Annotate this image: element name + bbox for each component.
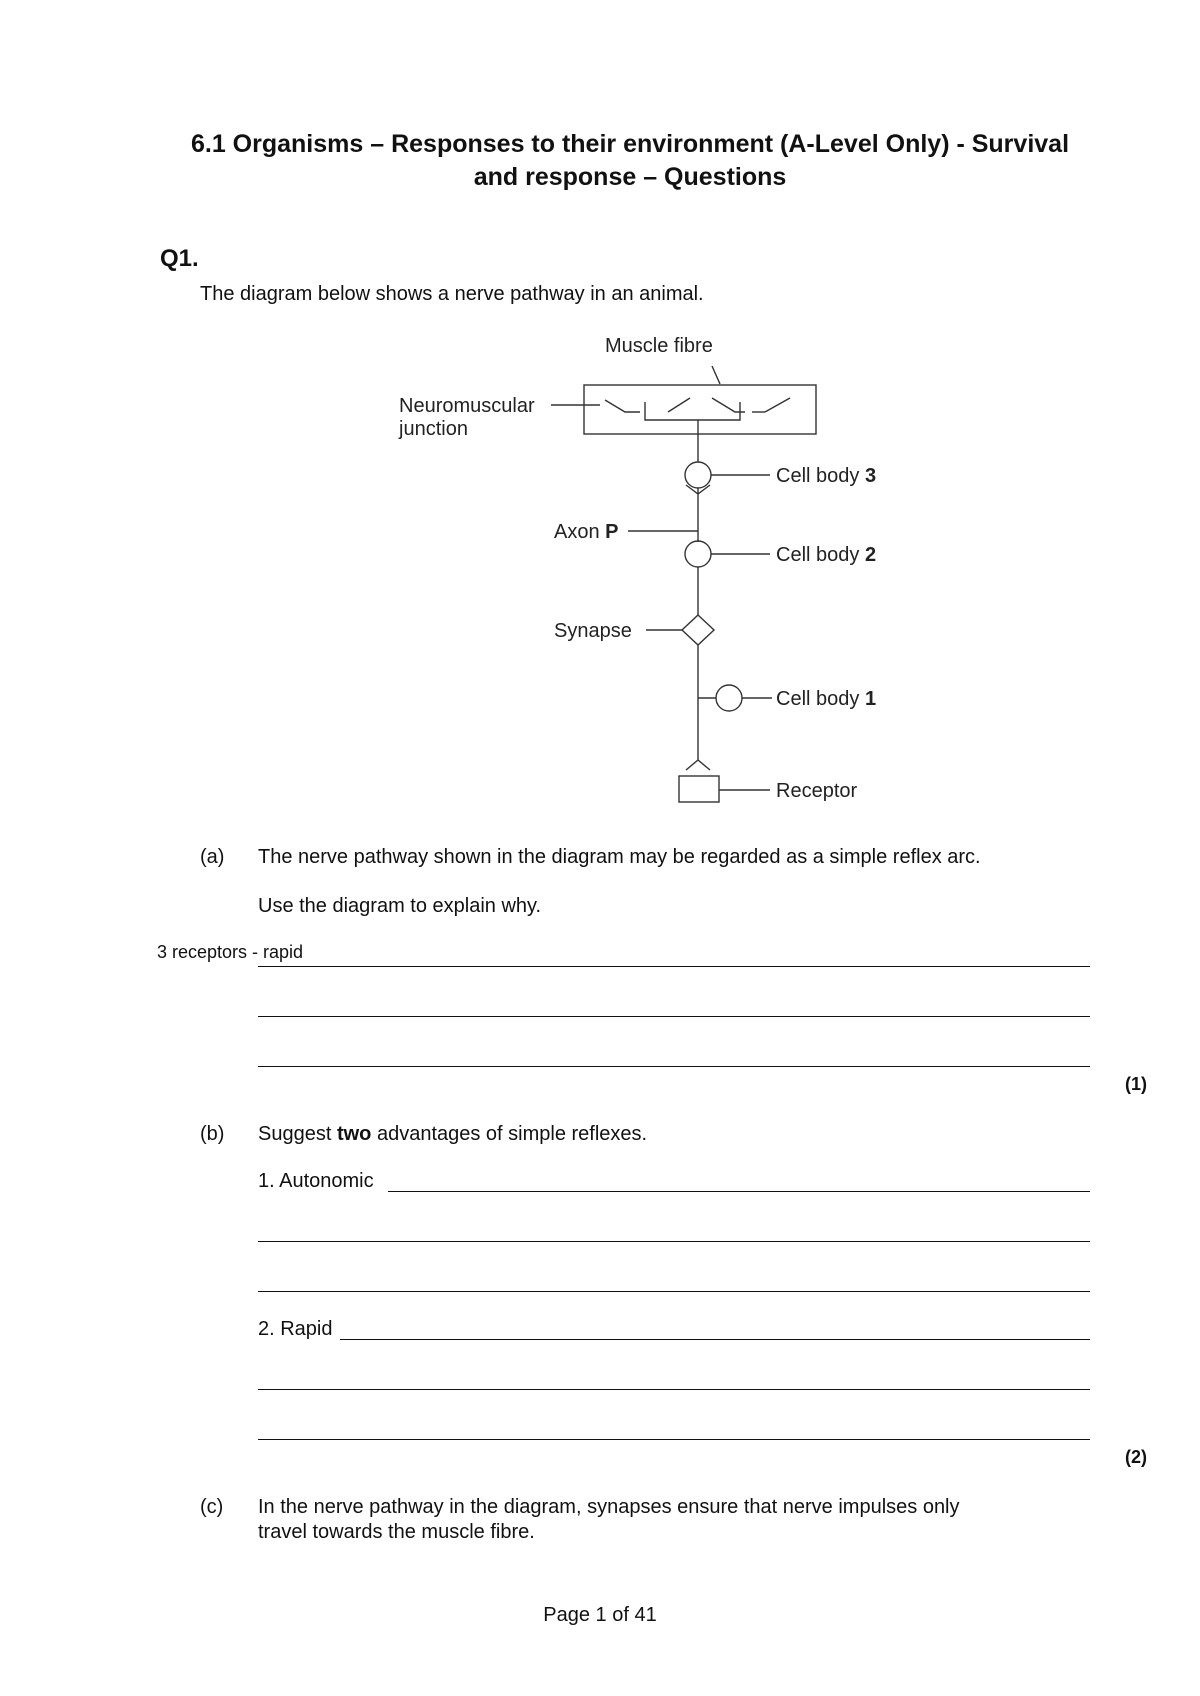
part-a-text: The nerve pathway shown in the diagram may be regarded as a simple reflex arc. [258,846,981,868]
receptor-dendrite [686,760,710,770]
answer-line [258,1066,1090,1067]
part-c-label: (c) [200,1496,224,1518]
part-c-text-line-1: In the nerve pathway in the diagram, synapses ensure that nerve impulses only [258,1496,960,1518]
page-footer: Page 1 of 41 [543,1604,657,1626]
axon-p-label: Axon P [554,521,619,543]
cell-body-1-label: Cell body 1 [776,688,877,710]
part-b-label: (b) [200,1123,225,1145]
end-plate-bar [645,402,740,420]
answer-line [258,1389,1090,1390]
cell-body-1-circle [716,685,742,711]
part-b-text: Suggest two advantages of simple reflexes. [258,1123,648,1145]
cell-body-2-circle [685,541,711,567]
end-plate-4 [765,398,790,412]
end-plate-2 [668,398,690,412]
part-a-marks: (1) [1125,1074,1147,1094]
answer-line [258,1241,1090,1242]
cell-body-3-circle [685,462,711,488]
muscle-fibre-label: Muscle fibre [605,335,713,357]
answer-line [258,1439,1090,1440]
cell-body-3-label: Cell body 3 [776,465,877,487]
muscle-fibre-box [584,385,816,434]
question-number: Q1. [160,245,199,272]
receptor-box [679,776,719,802]
part-a-answer[interactable]: 3 receptors - rapid [157,942,304,962]
neuromuscular-label-line1: Neuromuscular [399,395,535,417]
part-a-label: (a) [200,846,225,868]
part-b-marks: (2) [1125,1447,1147,1467]
nerve-pathway-diagram [0,0,1200,820]
title-line-1: 6.1 Organisms – Responses to their environment (A-Level Only) - Survival [190,130,1070,158]
end-plate-1 [605,400,640,412]
part-a-prompt: Use the diagram to explain why. [258,895,542,917]
answer-line [258,966,1090,967]
title-line-2: and response – Questions [473,163,787,191]
answer-line [340,1339,1090,1340]
part-c-text-line-2: travel towards the muscle fibre. [258,1521,535,1543]
neuromuscular-label-line2: junction [399,418,468,440]
part-b-answer-1[interactable]: 1. Autonomic [258,1170,374,1192]
answer-line [258,1016,1090,1017]
part-b-answer-2[interactable]: 2. Rapid [258,1318,333,1340]
cell-body-2-label: Cell body 2 [776,544,877,566]
answer-line [388,1191,1090,1192]
synapse-diamond [682,615,714,645]
muscle-fibre-leader [712,366,720,384]
receptor-label: Receptor [776,780,858,802]
synapse-label: Synapse [554,620,632,642]
question-intro: The diagram below shows a nerve pathway in an animal. [200,283,704,305]
answer-line [258,1291,1090,1292]
